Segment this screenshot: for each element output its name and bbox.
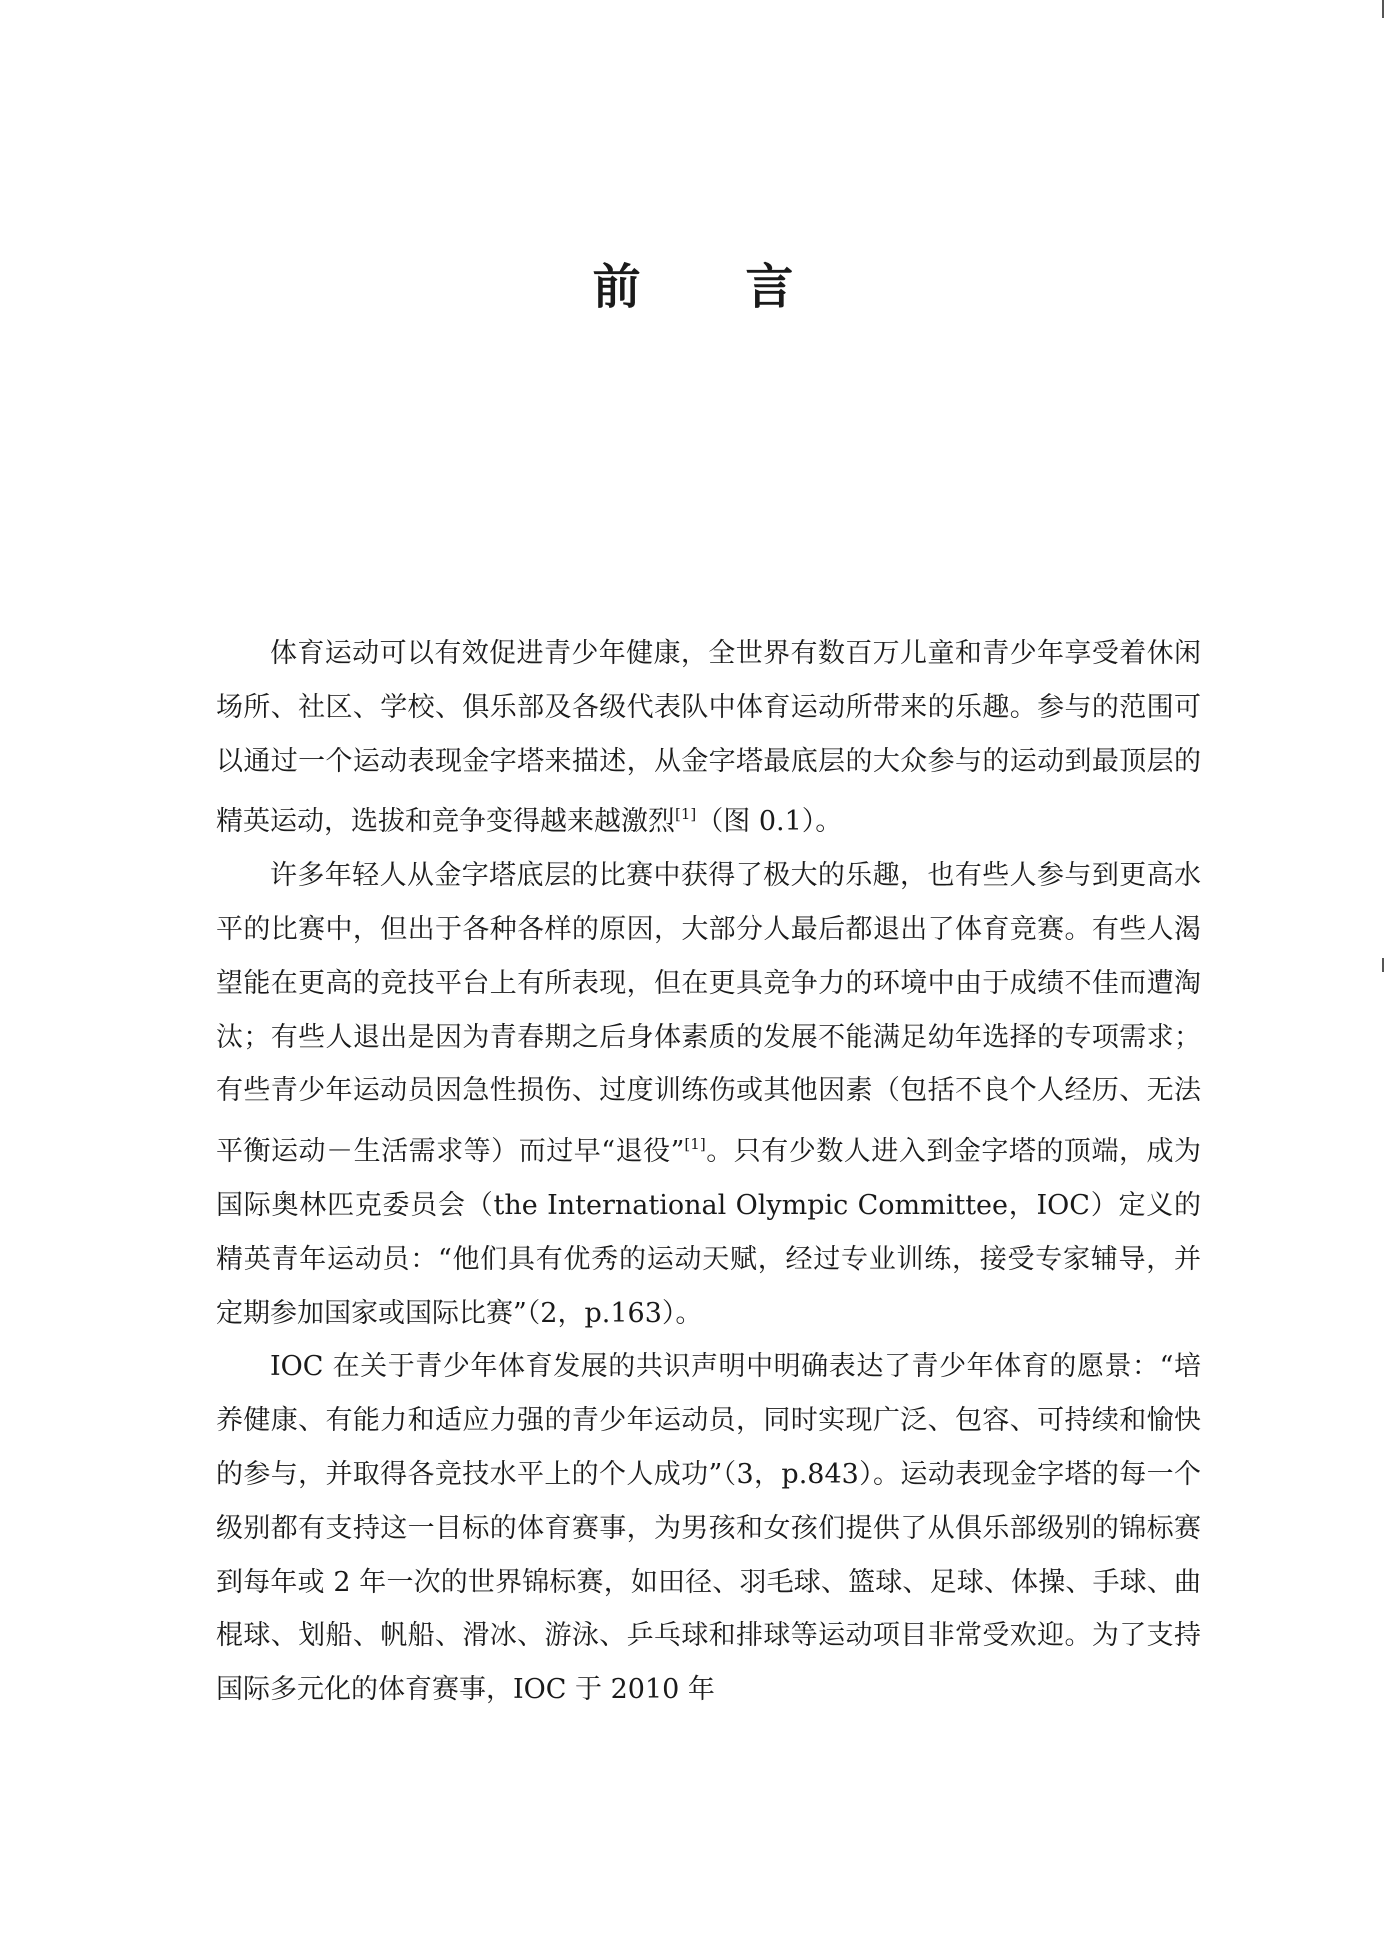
paragraph-1 [216,627,1201,849]
page-edge-mark-top [1382,0,1384,18]
paragraph-text: （图 0.1）。 [696,806,843,838]
paragraph-text: 体育运动可以有效促进青少年健康，全世界有数百万儿童和青少年享受着休闲场所、社区、学校、俱乐部及各级代表队中体育运动所带来的乐趣。参与的范围可以通过一个运动表现金字塔来描述，从金字塔最底层的大众参与的运动到最顶层的精英运动，选拔和竞争变得越来越激烈 [216,638,1201,838]
paragraph-2 [216,849,1201,1340]
page-title: 前 言 [592,259,838,315]
paragraph-text: 许多年轻人从金字塔底层的比赛中获得了极大的乐趣，也有些人参与到更高水平的比赛中，但出于各种各样的原因，大部分人最后都退出了体育竞赛。有些人渴望能在更高的竞技平台上有所表现，但在更具竞争力的环境中由于成绩不佳而遭淘汰；有些人退出是因为青春期之后身体素质的发展不能满足幼年选择的专项需求；有些青少年运动员因急性损伤、过度训练伤或其他因素（包括不良个人经历、无法平衡运动－生活需求等）而过早“退役” [216,860,1201,1168]
footnote-ref: [1] [684,1135,706,1154]
paragraph-text: IOC 在关于青少年体育发展的共识声明中明确表达了青少年体育的愿景：“培养健康、有能力和适应力强的青少年运动员，同时实现广泛、包容、可持续和愉快的参与，并取得各竞技水平上的个人成功”（3，p.843）。运动表现金字塔的每一个级别都有支持这一目标的体育赛事，为男孩和女孩们提供了从俱乐部级别的锦标赛到每年或 2 年一次的世界锦标赛，如田径、羽毛球、篮球、足球、体操、手球、曲棍球、划船、帆船、滑冰、游泳、乒乓球和排球等运动项目非常受欢迎。为了支持国际多元化的体育赛事，IOC 于 2010 年 [216,1351,1201,1706]
footnote-ref: [1] [675,805,697,824]
page-edge-mark-middle [1382,958,1384,972]
paragraph-text: 。只有少数人进入到金字塔的顶端，成为国际奥林匹克委员会（the International Olympic Committee，IOC）定义的精英青年运动员：“他们具有优秀的运动天赋，经过专业训练，接受专家辅导，并定期参加国家或国际比赛”（2，p.163）。 [216,1136,1202,1329]
paragraph-3 [216,1340,1201,1717]
body-text [216,627,1201,1717]
